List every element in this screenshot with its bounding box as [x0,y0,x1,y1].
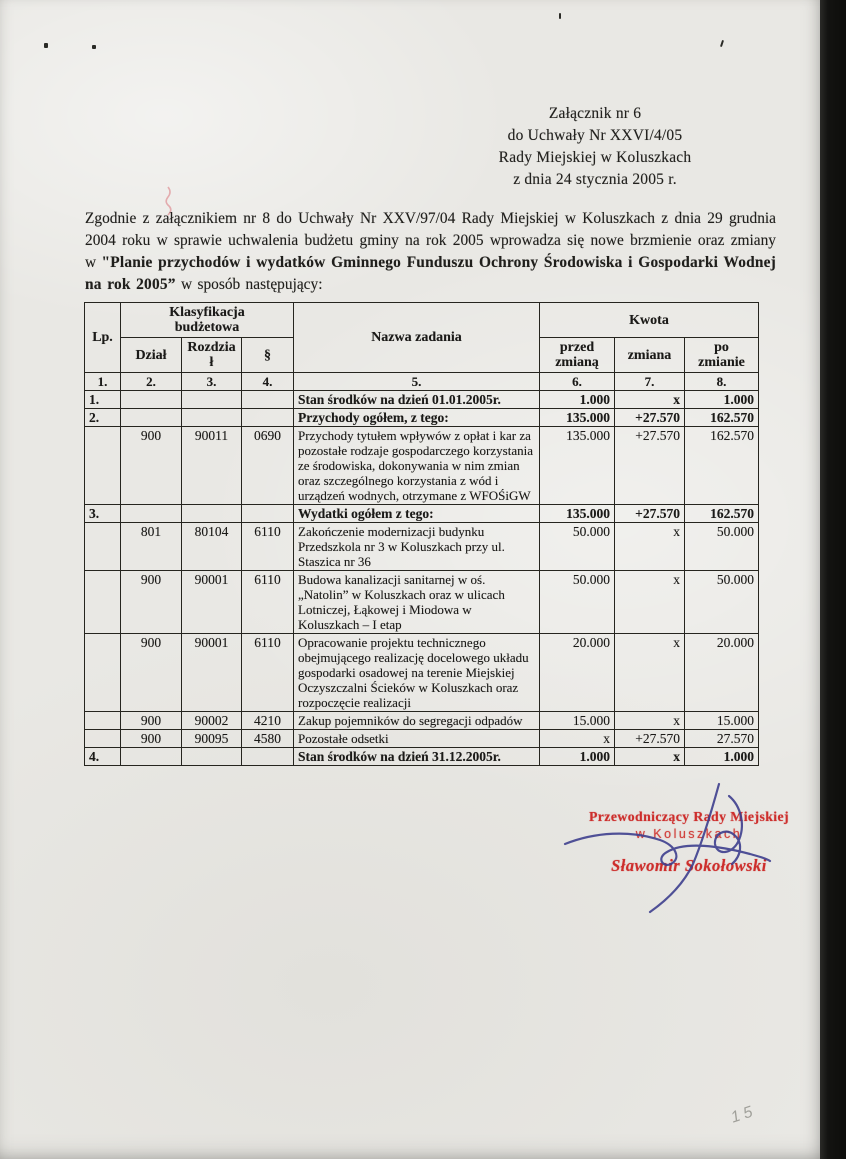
cell-nazwa-zadania: Zakończenie modernizacji budynku Przedszkola nr 3 w Koluszkach przy ul. Staszica nr 36 [294,523,540,571]
cell-nazwa-zadania: Wydatki ogółem z tego: [294,505,540,523]
cell-dzial [121,409,182,427]
header-line-attachment: Załącznik nr 6 [548,105,642,122]
cell-paragraf: 0690 [242,427,294,505]
header-po-zmianie: po zmianie [685,338,759,373]
cell-nazwa-zadania: Budowa kanalizacji sanitarnej w oś. „Natolin” w Koluszkach oraz w ulicach Lotniczej, Łąkowej i Miodowa w Koluszkach – I etap [294,571,540,634]
cell-rozdzial [182,391,242,409]
dust-speck [720,40,724,47]
cell-lp [85,730,121,748]
cell-przed-zmiana: 1.000 [540,748,615,766]
cell-dzial [121,391,182,409]
cell-zmiana: +27.570 [615,427,685,505]
cell-przed-zmiana: x [540,730,615,748]
cell-po-zmianie: 162.570 [685,409,759,427]
cell-rozdzial [182,748,242,766]
colnum: 2. [121,373,182,391]
cell-po-zmianie: 15.000 [685,712,759,730]
cell-paragraf: 4580 [242,730,294,748]
cell-lp [85,712,121,730]
cell-przed-zmiana: 1.000 [540,391,615,409]
cell-lp: 4. [85,748,121,766]
cell-dzial: 900 [121,427,182,505]
cell-paragraf: 4210 [242,712,294,730]
cell-dzial: 900 [121,712,182,730]
cell-zmiana: x [615,523,685,571]
cell-dzial: 900 [121,730,182,748]
cell-rozdzial [182,505,242,523]
column-number-row [85,373,759,391]
cell-rozdzial: 80104 [182,523,242,571]
colnum: 3. [182,373,242,391]
cell-paragraf [242,391,294,409]
cell-lp [85,523,121,571]
table-header-row-1 [85,303,759,338]
cell-rozdzial: 90001 [182,571,242,634]
table-row [85,391,759,409]
cell-po-zmianie: 162.570 [685,505,759,523]
pencil-page-number: 15 [728,1102,759,1127]
table-row [85,712,759,730]
cell-lp [85,634,121,712]
table-row [85,748,759,766]
table-body [85,391,759,766]
cell-rozdzial: 90001 [182,634,242,712]
table-row [85,730,759,748]
colnum: 6. [540,373,615,391]
colnum: 7. [615,373,685,391]
cell-po-zmianie: 1.000 [685,391,759,409]
dust-speck [44,43,48,48]
cell-dzial [121,748,182,766]
cell-lp: 3. [85,505,121,523]
table-row [85,523,759,571]
cell-po-zmianie: 162.570 [685,427,759,505]
cell-zmiana: +27.570 [615,409,685,427]
cell-paragraf: 6110 [242,523,294,571]
table-row [85,634,759,712]
header-klasyfikacja: Klasyfikacja budżetowa [121,303,294,338]
cell-rozdzial [182,409,242,427]
cell-nazwa-zadania: Przychody ogółem, z tego: [294,409,540,427]
cell-po-zmianie: 50.000 [685,523,759,571]
budget-table [84,302,759,766]
cell-zmiana: x [615,634,685,712]
cell-przed-zmiana: 20.000 [540,634,615,712]
cell-dzial: 801 [121,523,182,571]
cell-lp: 1. [85,391,121,409]
header-kwota: Kwota [540,303,759,338]
cell-paragraf [242,748,294,766]
cell-lp [85,571,121,634]
handwritten-signature [535,768,795,928]
cell-przed-zmiana: 135.000 [540,427,615,505]
cell-dzial: 900 [121,571,182,634]
cell-paragraf: 6110 [242,634,294,712]
stamp-location: w Koluszkach [635,827,743,841]
cell-zmiana: x [615,712,685,730]
cell-rozdzial: 90011 [182,427,242,505]
colnum: 5. [294,373,540,391]
table-row [85,427,759,505]
stamp-signatory-name: Sławomir Sokołowski [611,856,767,875]
cell-po-zmianie: 20.000 [685,634,759,712]
cell-rozdzial: 90002 [182,712,242,730]
intro-text-bold: "Planie przychodów i wydatków Gminnego Funduszu Ochrony Środowiska i Gospodarki Wodnej na rok 2005” [85,254,776,293]
cell-zmiana: +27.570 [615,505,685,523]
header-lp: Lp. [85,303,121,373]
header-rozdzial: Rozdział [182,338,242,373]
document-header [430,103,760,191]
cell-nazwa-zadania: Zakup pojemników do segregacji odpadów [294,712,540,730]
cell-nazwa-zadania: Przychody tytułem wpływów z opłat i kar za pozostałe rodzaje gospodarczego korzystania ze środowiska, dokonywania w nim zmian oraz szczególnego korzystania z wód i urządzeń wodnych, otrzymane z WFOŚiGW [294,427,540,505]
cell-paragraf [242,505,294,523]
header-line-date: z dnia 24 stycznia 2005 r. [513,171,677,188]
cell-przed-zmiana: 15.000 [540,712,615,730]
intro-text-before: Zgodnie z załącznikiem nr 8 do Uchwały Nr XXV/97/04 Rady Miejskiej w Koluszkach z dnia 29 grudnia 2004 roku w sprawie uchwalenia budżetu gminy na rok 2005 wprowadza się nowe brzmienie oraz zmiany w [85,210,776,271]
cell-zmiana: x [615,571,685,634]
header-nazwa-zadania: Nazwa zadania [294,303,540,373]
cell-przed-zmiana: 50.000 [540,571,615,634]
colnum: 1. [85,373,121,391]
cell-paragraf: 6110 [242,571,294,634]
cell-po-zmianie: 1.000 [685,748,759,766]
cell-dzial: 900 [121,634,182,712]
header-line-council: Rady Miejskiej w Koluszkach [498,149,692,166]
cell-zmiana: x [615,391,685,409]
cell-dzial [121,505,182,523]
header-przed-zmiana: przed zmianą [540,338,615,373]
dust-speck [559,13,561,19]
header-line-resolution: do Uchwały Nr XXVI/4/05 [507,127,683,144]
scan-edge [820,0,846,1159]
cell-nazwa-zadania: Stan środków na dzień 01.01.2005r. [294,391,540,409]
table-row [85,571,759,634]
cell-nazwa-zadania: Stan środków na dzień 31.12.2005r. [294,748,540,766]
cell-lp: 2. [85,409,121,427]
header-paragraf: § [242,338,294,373]
cell-lp [85,427,121,505]
table-row [85,409,759,427]
header-dzial: Dział [121,338,182,373]
cell-po-zmianie: 50.000 [685,571,759,634]
colnum: 8. [685,373,759,391]
cell-zmiana: x [615,748,685,766]
table-row [85,505,759,523]
cell-przed-zmiana: 135.000 [540,409,615,427]
cell-nazwa-zadania: Pozostałe odsetki [294,730,540,748]
stamp-title: Przewodniczący Rady Miejskiej [588,809,790,824]
cell-przed-zmiana: 50.000 [540,523,615,571]
cell-rozdzial: 90095 [182,730,242,748]
cell-po-zmianie: 27.570 [685,730,759,748]
intro-text-after: w sposób następujący: [175,276,323,293]
cell-nazwa-zadania: Opracowanie projektu technicznego obejmującego realizację docelowego układu gospodarki osadowej na terenie Miejskiej Oczyszczalni Ścieków w Koluszkach oraz rozpoczęcie realizacji [294,634,540,712]
header-zmiana: zmiana [615,338,685,373]
cell-zmiana: +27.570 [615,730,685,748]
dust-speck [92,45,96,49]
cell-paragraf [242,409,294,427]
cell-przed-zmiana: 135.000 [540,505,615,523]
colnum: 4. [242,373,294,391]
intro-paragraph [85,208,776,296]
